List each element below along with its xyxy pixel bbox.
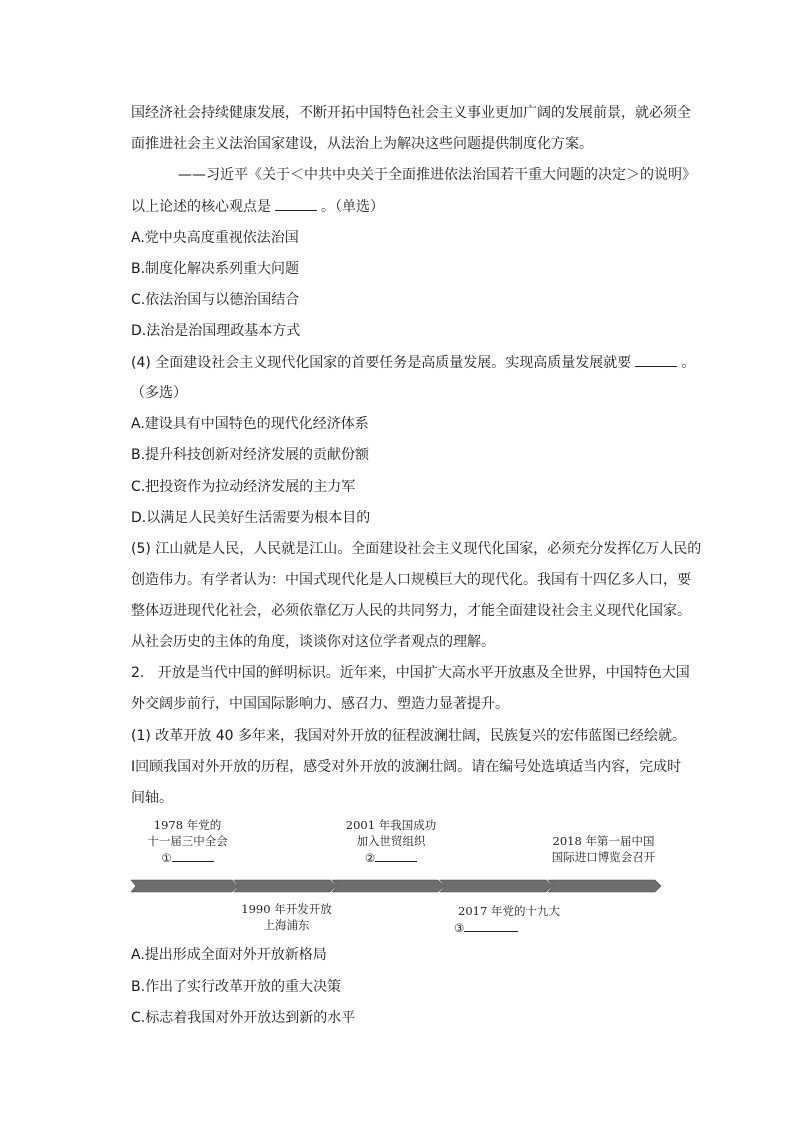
timeline-event-2018: 2018 年第一届中国 国际进口博览会召开: [551, 834, 656, 864]
text-line: 整体迈进现代化社会，必须依靠亿万人民的共同努力，才能全面建设社会主义现代化国家。: [131, 603, 691, 619]
text-line: 间轴。: [131, 790, 173, 806]
option-d: D.法治是治国理政基本方式: [131, 323, 301, 339]
timeline-event-1978: 1978 年党的 十一届三中全会 ①: [147, 818, 228, 865]
citation: ——习近平《关于＜中共中央关于全面推进依法治国若干重大问题的决定＞的说明》: [178, 167, 696, 183]
timeline-arrow-segment: [440, 880, 552, 892]
text-line: 外交阔步前行，中国国际影响力、感召力、塑造力显著提升。: [131, 696, 509, 712]
timeline-blank-2[interactable]: [375, 849, 417, 862]
option-b: B.提升科技创新对经济发展的贡献份额: [131, 447, 370, 463]
timeline-event-1990: 1990 年开发开放 上海浦东: [241, 902, 332, 932]
text-line: 国经济社会持续健康发展，不断开拓中国特色社会主义事业更加广阔的发展前景，就必须全: [131, 105, 691, 121]
option-b: B.制度化解决系列重大问题: [131, 261, 300, 277]
question-4-stem: [131, 352, 695, 373]
multi-select-note: （多选）: [131, 385, 187, 401]
timeline-event-2017: 2017 年党的十九大 ③: [454, 904, 560, 935]
question-2-text: 2. 开放是当代中国的鲜明标识。近年来，中国扩大高水平开放惠及全世界，中国特色大国: [131, 665, 690, 681]
question-4-text: (4) 全面建设社会主义现代化国家的首要任务是高质量发展。实现高质量发展就要: [131, 355, 632, 371]
option-a: A.党中央高度重视依法治国: [131, 230, 299, 246]
question-stem-tail: 。（单选）: [321, 199, 384, 215]
option-a: A.建设具有中国特色的现代化经济体系: [131, 416, 369, 432]
timeline-arrow-segment: [332, 880, 444, 892]
option-d: D.以满足人民美好生活需要为根本目的: [131, 510, 371, 526]
question-4-tail: 。: [681, 355, 696, 371]
timeline-arrow-segment: [131, 880, 238, 892]
timeline-blank-3[interactable]: [464, 919, 518, 932]
timeline-event-2001: 2001 年我国成功 加入世贸组织 ②: [345, 818, 437, 865]
option-a: A.提出形成全面对外开放新格局: [131, 947, 327, 963]
timeline-arrow-segment: [234, 880, 336, 892]
question-stem: [131, 196, 384, 217]
timeline-diagram: [131, 815, 671, 935]
answer-blank[interactable]: [275, 196, 317, 211]
option-c: C.标志着我国对外开放达到新的水平: [131, 1010, 356, 1026]
text-line: 从社会历史的主体的角度，谈谈你对这位学者观点的理解。: [131, 634, 495, 650]
timeline-arrow-bar: [131, 877, 671, 895]
question-5-text: (5) 江山就是人民，人民就是江山。全面建设社会主义现代化国家，必须充分发挥亿万人民的: [131, 541, 702, 557]
text-line: Ⅰ回顾我国对外开放的历程，感受对外开放的波澜壮阔。请在编号处选填适当内容，完成时: [131, 759, 682, 775]
question-2-1-text: (1) 改革开放 40 多年来，我国对外开放的征程波澜壮阔，民族复兴的宏伟蓝图已经绘就。: [131, 728, 686, 744]
question-stem-text: 以上论述的核心观点是: [131, 199, 271, 215]
timeline-blank-1[interactable]: [172, 849, 214, 862]
answer-blank[interactable]: [635, 352, 677, 367]
option-b: B.作出了实行改革开放的重大决策: [131, 979, 342, 995]
text-line: 面推进社会主义法治国家建设，从法治上为解决这些问题提供制度化方案。: [131, 136, 593, 152]
timeline-arrow-segment: [548, 880, 661, 892]
text-line: 创造伟力。有学者认为：中国式现代化是人口规模巨大的现代化。我国有十四亿多人口，要: [131, 572, 691, 588]
option-c: C.把投资作为拉动经济发展的主力军: [131, 479, 356, 495]
option-c: C.依法治国与以德治国结合: [131, 292, 300, 308]
